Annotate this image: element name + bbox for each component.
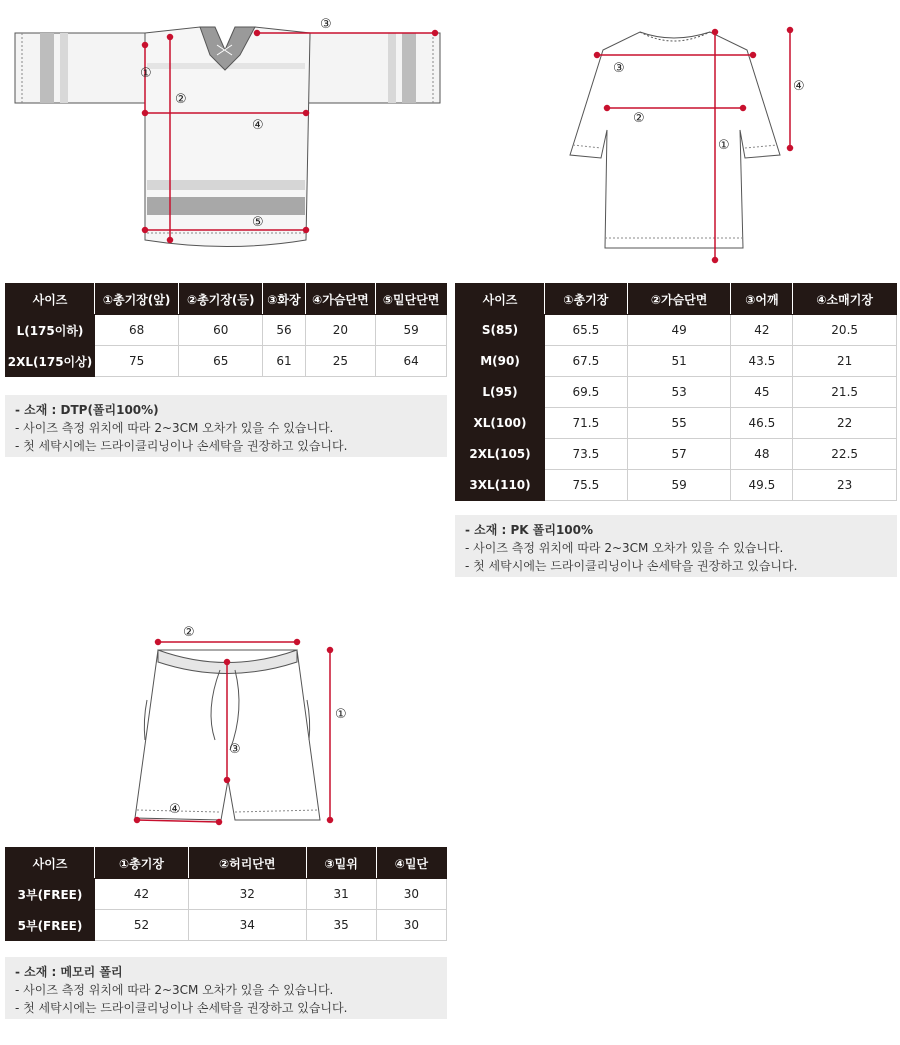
table-header-row [6,848,447,879]
tshirt-label-1: ① [718,138,730,153]
value-cell: 71.5 [545,408,628,439]
value-cell: 35 [306,910,376,941]
table-row [6,879,447,910]
value-cell: 34 [188,910,306,941]
measurement-note: - 사이즈 측정 위치에 따라 2~3CM 오차가 있을 수 있습니다. [465,541,784,555]
value-cell: 32 [188,879,306,910]
value-cell: 68 [95,315,179,346]
shorts-label-3: ③ [229,742,241,757]
shorts-size-table [5,847,447,941]
value-cell: 75.5 [545,470,628,501]
table-row [456,470,897,501]
column-header: ①총기장 [545,284,628,315]
value-cell: 75 [95,346,179,377]
value-cell: 51 [627,346,731,377]
table-row [6,315,447,346]
value-cell: 65 [179,346,263,377]
tshirt-label-4: ④ [793,79,805,94]
value-cell: 22 [793,408,897,439]
value-cell: 20 [305,315,376,346]
table-row [6,346,447,377]
material-note: - 소재 : DTP(폴리100%) [15,403,159,417]
tshirt-notes [455,515,897,577]
washing-note: - 첫 세탁시에는 드라이클리닝이나 손세탁을 권장하고 있습니다. [15,1001,348,1015]
value-cell: 30 [376,910,446,941]
size-cell: 3XL(110) [456,470,545,501]
jersey-label-1: ① [140,66,152,81]
washing-note: - 첫 세탁시에는 드라이클리닝이나 손세탁을 권장하고 있습니다. [15,439,348,453]
column-header: 사이즈 [6,284,95,315]
value-cell: 42 [731,315,793,346]
value-cell: 42 [95,879,189,910]
jersey-diagram [10,15,450,260]
value-cell: 22.5 [793,439,897,470]
value-cell: 56 [263,315,305,346]
value-cell: 48 [731,439,793,470]
size-cell: 2XL(105) [456,439,545,470]
value-cell: 20.5 [793,315,897,346]
measurement-note: - 사이즈 측정 위치에 따라 2~3CM 오차가 있을 수 있습니다. [15,421,334,435]
value-cell: 55 [627,408,731,439]
size-cell: 5부(FREE) [6,910,95,941]
measurement-note: - 사이즈 측정 위치에 따라 2~3CM 오차가 있을 수 있습니다. [15,983,334,997]
value-cell: 64 [376,346,447,377]
column-header: ③어깨 [731,284,793,315]
tshirt-size-table [455,283,897,501]
shorts-notes [5,957,447,1019]
shorts-label-2: ② [183,625,195,640]
value-cell: 60 [179,315,263,346]
value-cell: 43.5 [731,346,793,377]
value-cell: 21 [793,346,897,377]
column-header: ④소매기장 [793,284,897,315]
value-cell: 25 [305,346,376,377]
table-header-row [6,284,447,315]
value-cell: 49 [627,315,731,346]
value-cell: 23 [793,470,897,501]
value-cell: 61 [263,346,305,377]
value-cell: 57 [627,439,731,470]
jersey-label-2: ② [175,92,187,107]
jersey-label-4: ④ [252,118,264,133]
value-cell: 53 [627,377,731,408]
tshirt-label-3: ③ [613,61,625,76]
column-header: 사이즈 [6,848,95,879]
column-header: ①총기장(앞) [95,284,179,315]
jersey-label-3: ③ [320,17,332,32]
size-cell: M(90) [456,346,545,377]
column-header: ①총기장 [95,848,189,879]
table-header-row [456,284,897,315]
column-header: ②총기장(등) [179,284,263,315]
value-cell: 31 [306,879,376,910]
value-cell: 67.5 [545,346,628,377]
value-cell: 21.5 [793,377,897,408]
column-header: ②허리단면 [188,848,306,879]
value-cell: 59 [376,315,447,346]
column-header: ②가슴단면 [627,284,731,315]
value-cell: 69.5 [545,377,628,408]
size-cell: XL(100) [456,408,545,439]
table-row [6,910,447,941]
value-cell: 46.5 [731,408,793,439]
shorts-diagram [125,620,355,830]
material-note: - 소재 : PK 폴리100% [465,523,594,537]
size-cell: 3부(FREE) [6,879,95,910]
size-cell: L(175이하) [6,315,95,346]
tshirt-label-2: ② [633,111,645,126]
shorts-label-1: ① [335,707,347,722]
column-header: ③화장 [263,284,305,315]
table-row [456,346,897,377]
value-cell: 59 [627,470,731,501]
table-row [456,315,897,346]
column-header: ④가슴단면 [305,284,376,315]
table-row [456,377,897,408]
column-header: ④밑단 [376,848,446,879]
jersey-label-5: ⑤ [252,215,264,230]
jersey-notes [5,395,447,457]
material-note: - 소재 : 메모리 폴리 [15,965,123,979]
tshirt-diagram [565,20,825,265]
shorts-label-4: ④ [169,802,181,817]
size-cell: L(95) [456,377,545,408]
value-cell: 49.5 [731,470,793,501]
column-header: ③밑위 [306,848,376,879]
size-cell: 2XL(175이상) [6,346,95,377]
table-row [456,439,897,470]
value-cell: 73.5 [545,439,628,470]
size-cell: S(85) [456,315,545,346]
table-row [456,408,897,439]
column-header: 사이즈 [456,284,545,315]
washing-note: - 첫 세탁시에는 드라이클리닝이나 손세탁을 권장하고 있습니다. [465,559,798,573]
value-cell: 45 [731,377,793,408]
value-cell: 65.5 [545,315,628,346]
value-cell: 30 [376,879,446,910]
column-header: ⑤밑단단면 [376,284,447,315]
jersey-size-table [5,283,447,377]
value-cell: 52 [95,910,189,941]
